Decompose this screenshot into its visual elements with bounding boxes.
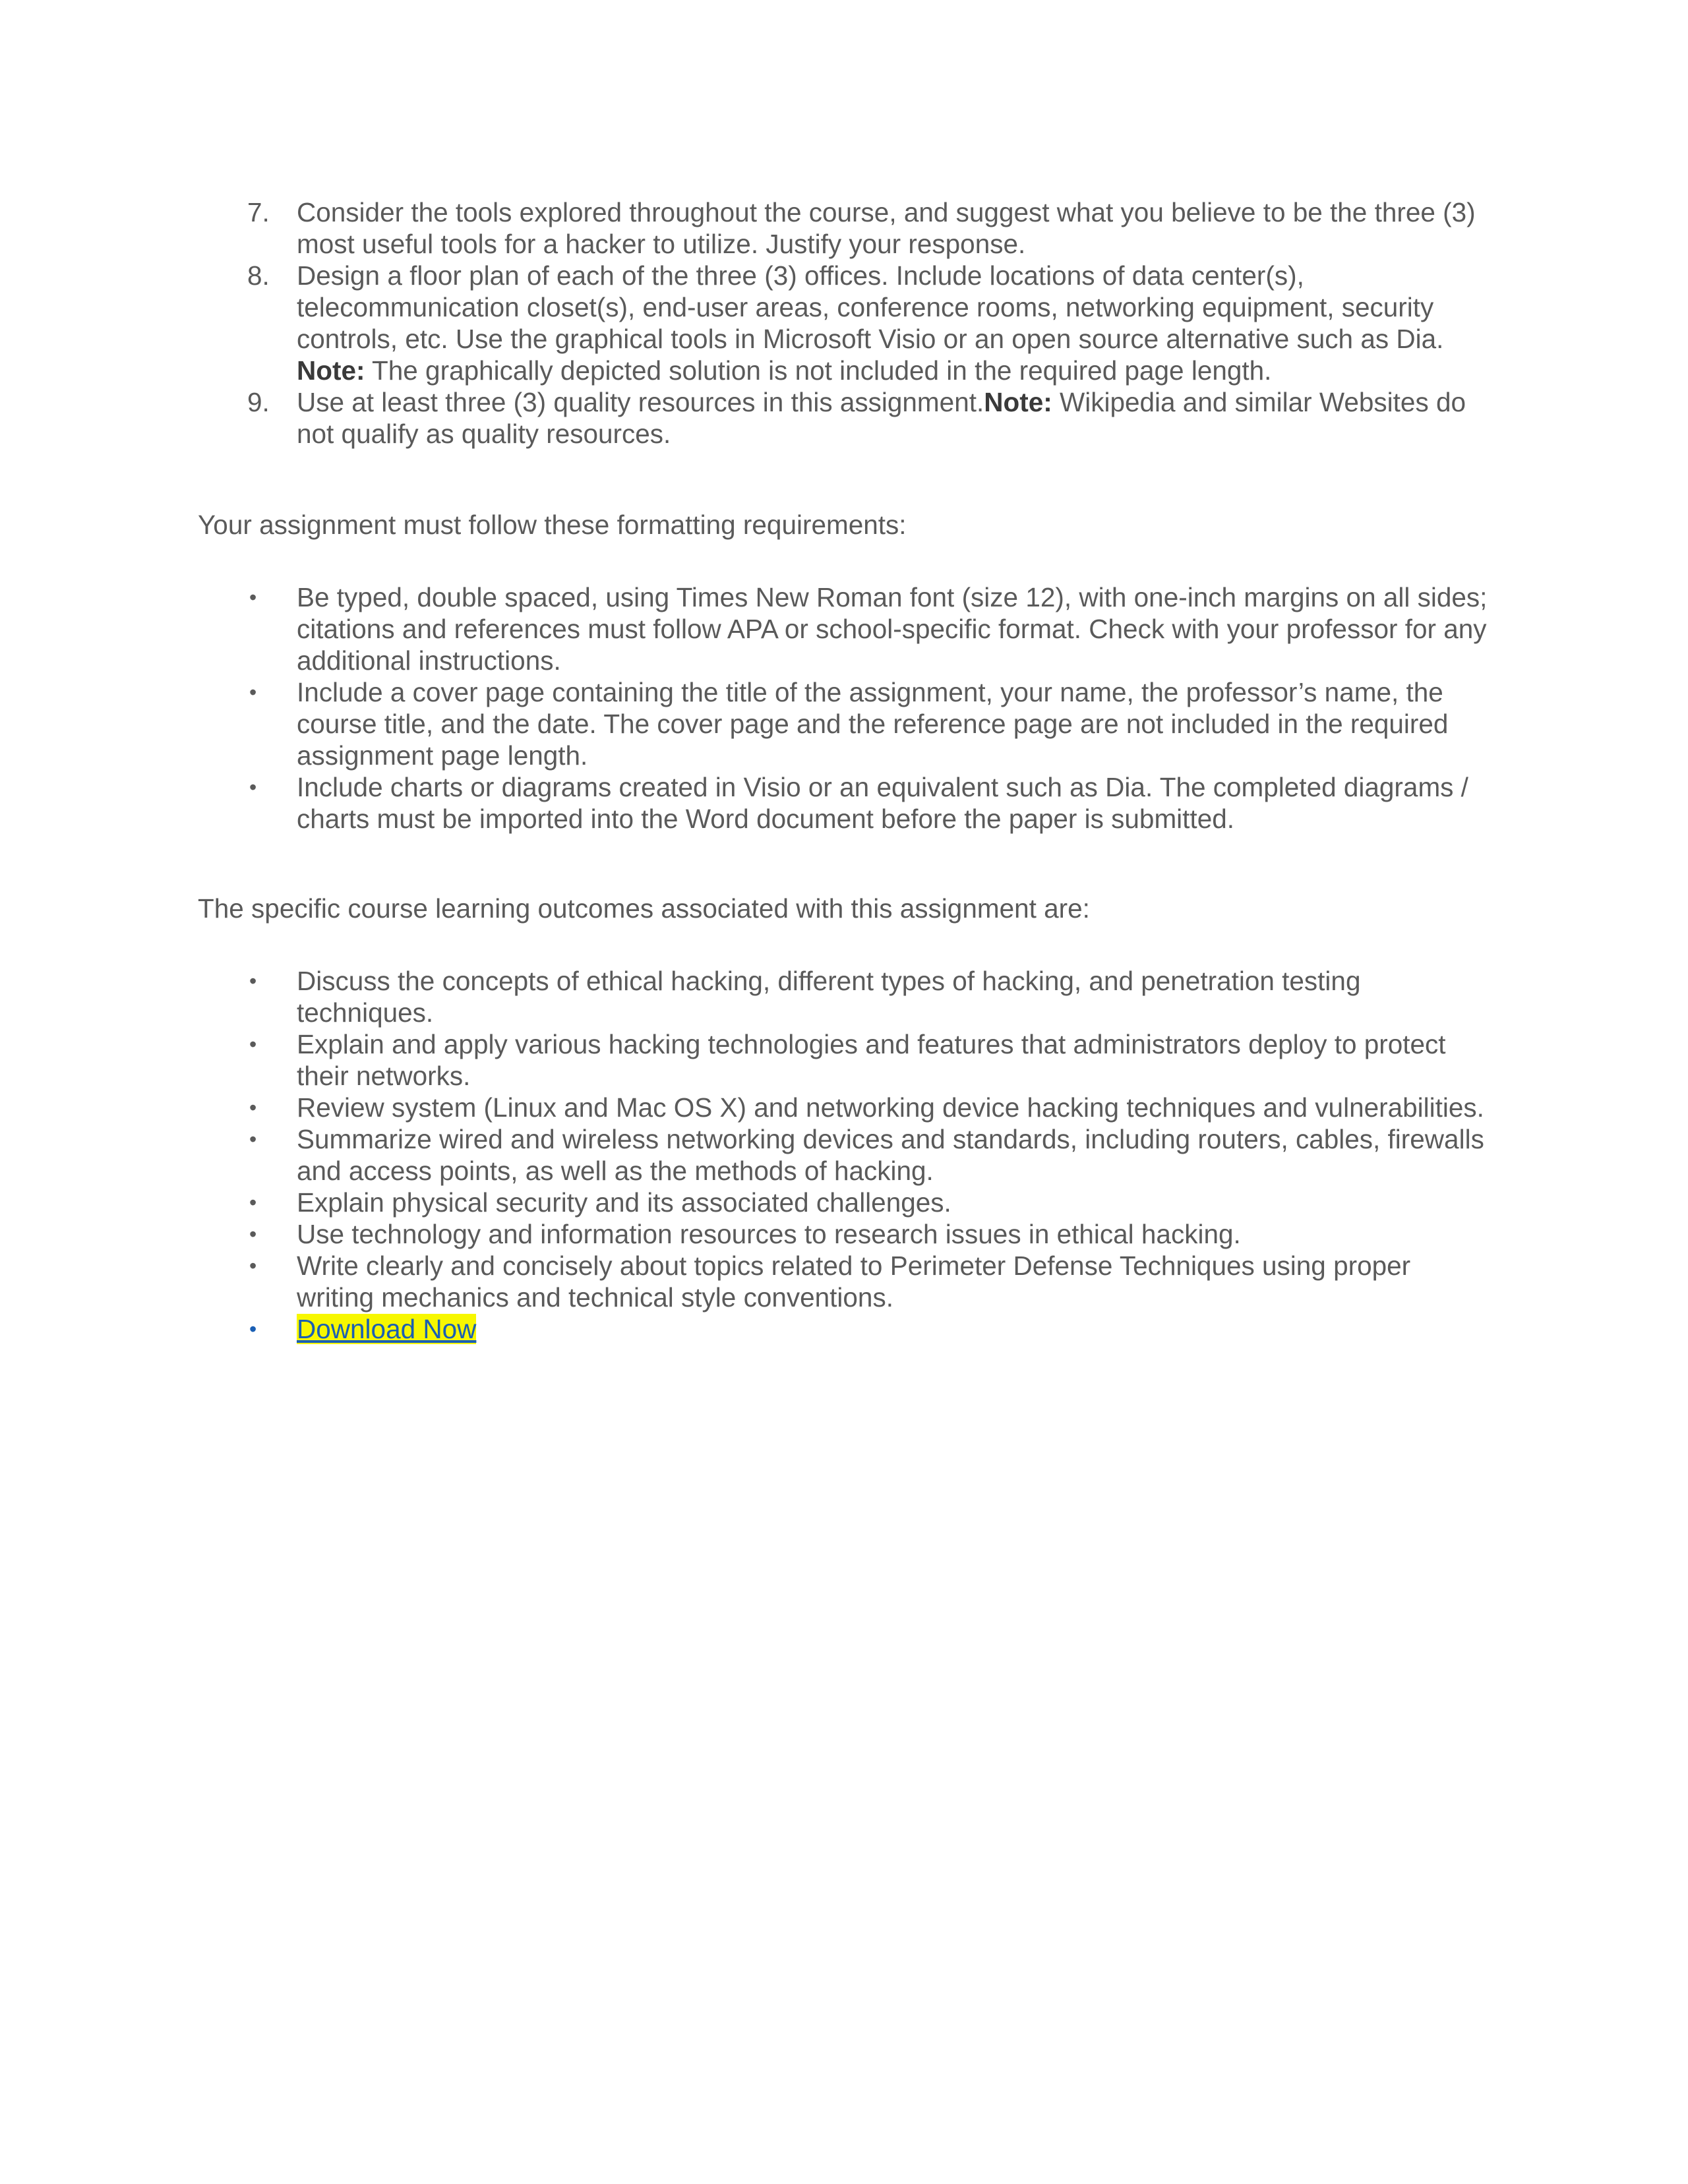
outcomes-intro: The specific course learning outcomes associated with this assignment are: bbox=[198, 893, 1090, 924]
bullet-text: Include a cover page containing the title of the assignment, your name, the professor’s name, the course title, and the date. The cover page and the reference page are not included in the required assignment page length. bbox=[297, 677, 1449, 771]
item-text-after: Wikipedia and similar Websites do not qualify as quality resources. bbox=[297, 387, 1466, 449]
formatting-item bbox=[198, 676, 1490, 771]
bullet-icon: • bbox=[249, 969, 257, 993]
bullet-icon: • bbox=[249, 1096, 257, 1119]
formatting-item bbox=[198, 771, 1490, 835]
numbered-item-7 bbox=[198, 196, 1490, 260]
bullet-icon: • bbox=[249, 680, 257, 704]
bullet-text: Discuss the concepts of ethical hacking, different types of hacking, and penetration testing techniques. bbox=[297, 966, 1361, 1028]
bullet-text: Review system (Linux and Mac OS X) and networking device hacking techniques and vulnerabilities. bbox=[297, 1092, 1484, 1123]
bullet-icon: • bbox=[249, 585, 257, 609]
document-page bbox=[198, 196, 1490, 1345]
bullet-text: Include charts or diagrams created in Visio or an equivalent such as Dia. The completed diagrams / charts must be imported into the Word document before the paper is submitted. bbox=[297, 772, 1468, 834]
numbered-item-9 bbox=[198, 386, 1490, 450]
formatting-list bbox=[198, 581, 1490, 835]
item-number: 7. bbox=[247, 197, 270, 227]
bullet-icon: • bbox=[249, 1191, 257, 1214]
item-text: Consider the tools explored throughout the course, and suggest what you believe to be the three (3) most useful tools for a hacker to utilize. Justify your response. bbox=[297, 197, 1476, 259]
outcome-item bbox=[198, 965, 1490, 1028]
bullet-icon: • bbox=[249, 1127, 257, 1151]
item-text-after: The graphically depicted solution is not included in the required page length. bbox=[365, 355, 1272, 386]
note-label: Note: bbox=[984, 387, 1052, 417]
outcome-item bbox=[198, 1092, 1490, 1123]
bullet-icon: • bbox=[249, 1254, 257, 1278]
bullet-icon: • bbox=[249, 1222, 257, 1246]
outcome-item bbox=[198, 1123, 1490, 1187]
outcome-item bbox=[198, 1187, 1490, 1218]
outcomes-list bbox=[198, 965, 1490, 1345]
numbered-list bbox=[198, 196, 1490, 450]
item-number: 8. bbox=[247, 260, 270, 291]
download-now-link[interactable]: Download Now bbox=[297, 1314, 477, 1344]
outcome-item bbox=[198, 1028, 1490, 1092]
bullet-text: Explain physical security and its associated challenges. bbox=[297, 1187, 951, 1218]
item-text: Design a floor plan of each of the three (3) offices. Include locations of data center(s), telecommunication closet(s), end-user areas, conference rooms, networking equipment, security controls, etc. Use the graphical tools in Microsoft Visio or an open source alternative such as Dia. bbox=[297, 260, 1444, 354]
bullet-icon: • bbox=[249, 1032, 257, 1056]
outcome-item bbox=[198, 1250, 1490, 1313]
bullet-text: Be typed, double spaced, using Times New Roman font (size 12), with one-inch margins on all sides; citations and references must follow APA or school-specific format. Check with your professor for any additional instructions. bbox=[297, 582, 1488, 676]
formatting-intro: Your assignment must follow these formatting requirements: bbox=[198, 510, 907, 540]
bullet-text: Summarize wired and wireless networking devices and standards, including routers, cables, firewalls and access points, as well as the methods of hacking. bbox=[297, 1124, 1484, 1186]
outcome-item bbox=[198, 1218, 1490, 1250]
item-number: 9. bbox=[247, 387, 270, 417]
bullet-text: Use technology and information resources to research issues in ethical hacking. bbox=[297, 1219, 1241, 1249]
bullet-icon: • bbox=[249, 775, 257, 799]
download-item bbox=[198, 1313, 1490, 1345]
formatting-item bbox=[198, 581, 1490, 676]
bullet-text: Write clearly and concisely about topics related to Perimeter Defense Techniques using proper writing mechanics and technical style conventions. bbox=[297, 1251, 1411, 1313]
numbered-item-8 bbox=[198, 260, 1490, 386]
note-label: Note: bbox=[297, 355, 365, 386]
bullet-icon: • bbox=[249, 1317, 257, 1341]
bullet-text: Explain and apply various hacking technologies and features that administrators deploy to protect their networks. bbox=[297, 1029, 1446, 1091]
item-text: Use at least three (3) quality resources in this assignment. bbox=[297, 387, 984, 417]
